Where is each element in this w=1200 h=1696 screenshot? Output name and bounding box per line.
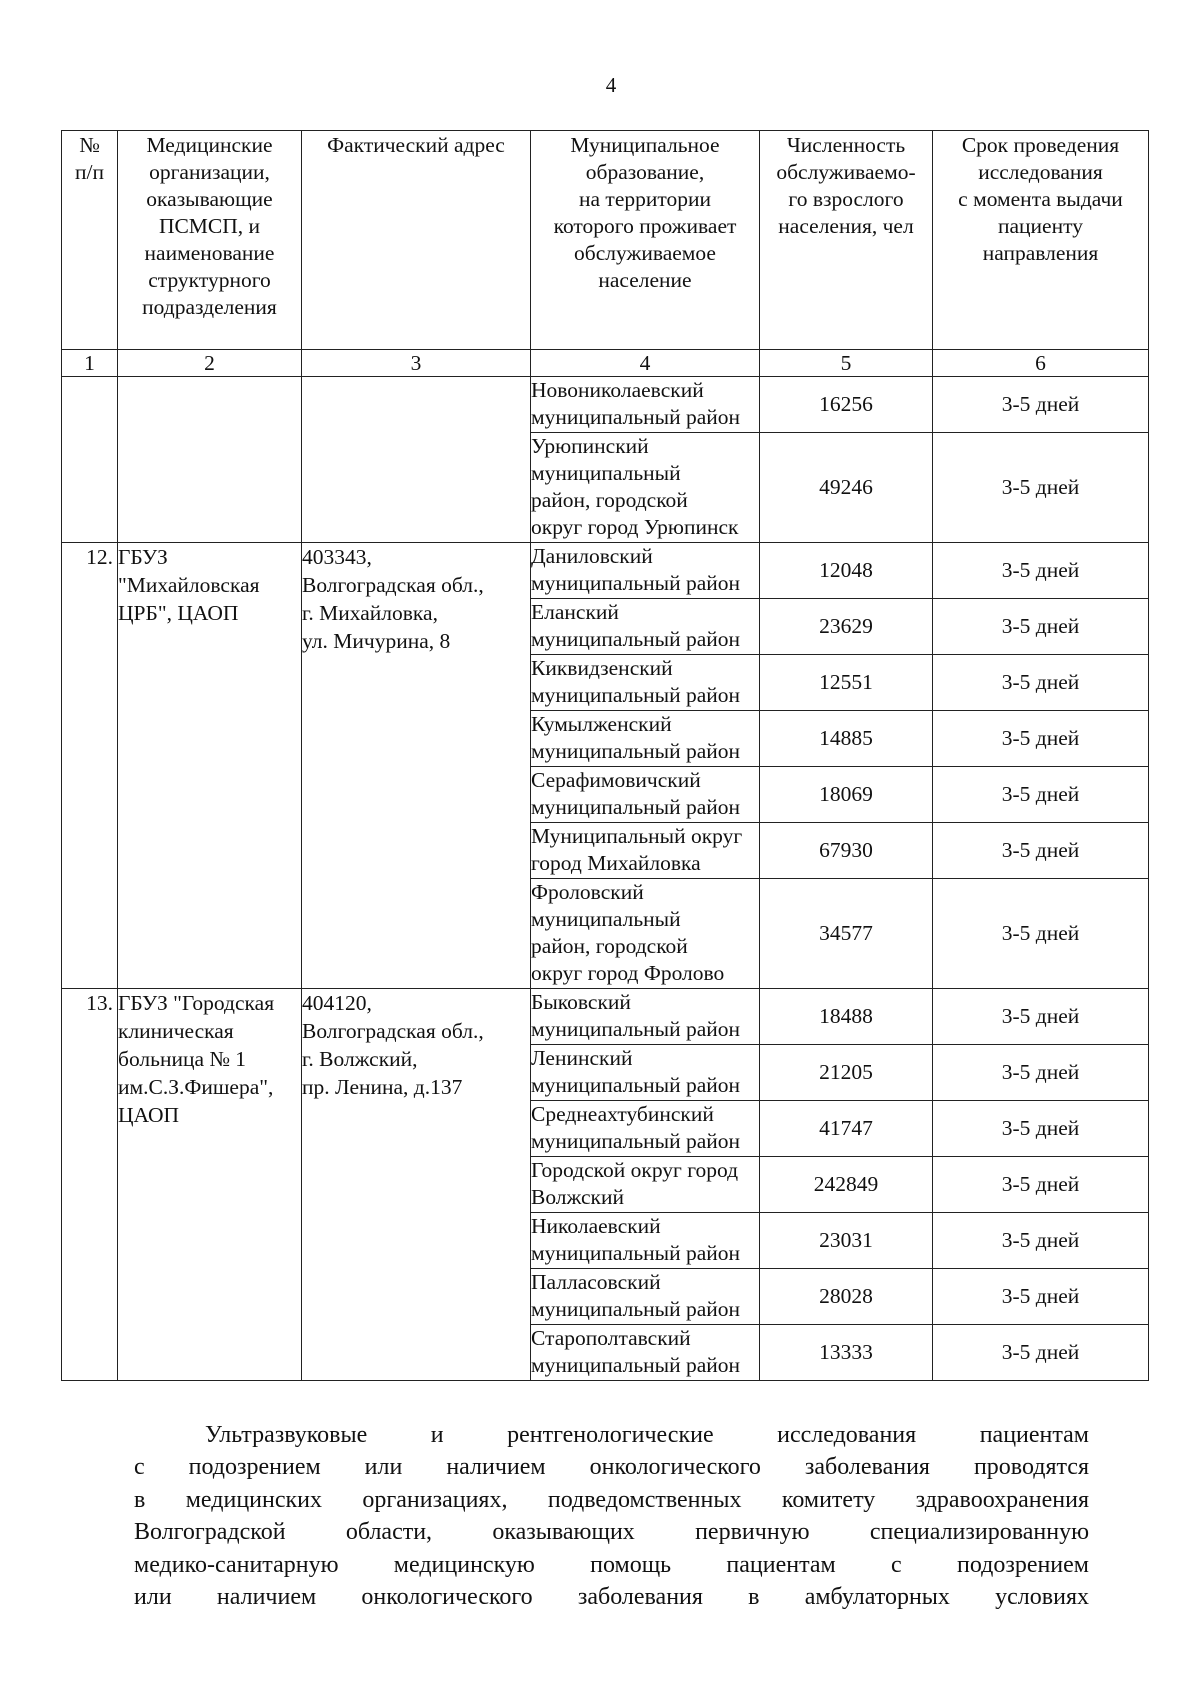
municipality-cell: Николаевский муниципальный район xyxy=(531,1213,760,1269)
population-cell: 23629 xyxy=(760,599,933,655)
column-number: 2 xyxy=(118,350,302,377)
header-population: Численность обслуживаемо- го взрослого населения, чел xyxy=(760,131,933,350)
table-row xyxy=(62,989,1149,1045)
paragraph-line: медико-санитарную медицинскую помощь пациентам с подозрением xyxy=(134,1551,1089,1578)
term-cell: 3-5 дней xyxy=(933,767,1149,823)
municipality-cell: Киквидзенский муниципальный район xyxy=(531,655,760,711)
body-paragraph xyxy=(134,1419,1089,1613)
term-cell: 3-5 дней xyxy=(933,599,1149,655)
municipality-cell: Фроловский муниципальный район, городской округ город Фролово xyxy=(531,879,760,989)
term-cell: 3-5 дней xyxy=(933,543,1149,599)
population-cell: 34577 xyxy=(760,879,933,989)
term-cell: 3-5 дней xyxy=(933,1157,1149,1213)
table-body xyxy=(62,377,1149,1381)
population-cell: 49246 xyxy=(760,433,933,543)
population-cell: 18069 xyxy=(760,767,933,823)
population-cell: 21205 xyxy=(760,1045,933,1101)
column-number-row xyxy=(62,350,1149,377)
organization-name: ГБУЗ "Михайловская ЦРБ", ЦАОП xyxy=(118,543,302,989)
paragraph-line: Волгоградской области, оказывающих первичную специализированную xyxy=(134,1519,1089,1546)
term-cell: 3-5 дней xyxy=(933,1045,1149,1101)
term-cell: 3-5 дней xyxy=(933,377,1149,433)
population-cell: 14885 xyxy=(760,711,933,767)
organization-address: 404120, Волгоградская обл., г. Волжский, пр. Ленина, д.137 xyxy=(302,989,531,1381)
table-row xyxy=(62,543,1149,599)
population-cell: 18488 xyxy=(760,989,933,1045)
row-index: 13. xyxy=(62,989,118,1381)
term-cell: 3-5 дней xyxy=(933,823,1149,879)
municipality-cell: Быковский муниципальный район xyxy=(531,989,760,1045)
paragraph-line: Ультразвуковые и рентгенологические исследования пациентам xyxy=(205,1422,1089,1448)
column-number: 6 xyxy=(933,350,1149,377)
term-cell: 3-5 дней xyxy=(933,655,1149,711)
population-cell: 12048 xyxy=(760,543,933,599)
municipality-cell: Ленинский муниципальный район xyxy=(531,1045,760,1101)
organization-address xyxy=(302,377,531,543)
header-organization: Медицинские организации, оказывающие ПСМСП, и наименование структурного подразделения xyxy=(118,131,302,350)
column-number: 1 xyxy=(62,350,118,377)
page-number: 4 xyxy=(605,73,617,97)
column-number: 5 xyxy=(760,350,933,377)
population-cell: 67930 xyxy=(760,823,933,879)
term-cell: 3-5 дней xyxy=(933,989,1149,1045)
column-number: 4 xyxy=(531,350,760,377)
header-term: Срок проведения исследования с момента выдачи пациенту направления xyxy=(933,131,1149,350)
municipality-cell: Урюпинский муниципальный район, городской округ город Урюпинск xyxy=(531,433,760,543)
municipality-cell: Среднеахтубинский муниципальный район xyxy=(531,1101,760,1157)
paragraph-line: или наличием онкологического заболевания в амбулаторных условиях xyxy=(134,1584,1089,1611)
header-index: № п/п xyxy=(62,131,118,350)
term-cell: 3-5 дней xyxy=(933,711,1149,767)
municipality-cell: Старополтавский муниципальный район xyxy=(531,1325,760,1381)
population-cell: 242849 xyxy=(760,1157,933,1213)
table-row xyxy=(62,377,1149,433)
row-index: 12. xyxy=(62,543,118,989)
population-cell: 41747 xyxy=(760,1101,933,1157)
organization-address: 403343, Волгоградская обл., г. Михайловка, ул. Мичурина, 8 xyxy=(302,543,531,989)
municipality-cell: Даниловский муниципальный район xyxy=(531,543,760,599)
municipality-cell: Еланский муниципальный район xyxy=(531,599,760,655)
municipality-cell: Палласовский муниципальный район xyxy=(531,1269,760,1325)
row-index xyxy=(62,377,118,543)
municipality-cell: Серафимовичский муниципальный район xyxy=(531,767,760,823)
term-cell: 3-5 дней xyxy=(933,1325,1149,1381)
medical-organizations-table xyxy=(61,130,1149,1381)
municipality-cell: Муниципальный округ город Михайловка xyxy=(531,823,760,879)
term-cell: 3-5 дней xyxy=(933,1213,1149,1269)
municipality-cell: Городской округ город Волжский xyxy=(531,1157,760,1213)
municipality-cell: Новониколаевский муниципальный район xyxy=(531,377,760,433)
paragraph-line: с подозрением или наличием онкологического заболевания проводятся xyxy=(134,1454,1089,1481)
organization-name xyxy=(118,377,302,543)
term-cell: 3-5 дней xyxy=(933,1269,1149,1325)
term-cell: 3-5 дней xyxy=(933,1101,1149,1157)
population-cell: 28028 xyxy=(760,1269,933,1325)
column-number: 3 xyxy=(302,350,531,377)
population-cell: 23031 xyxy=(760,1213,933,1269)
municipality-cell: Кумылженский муниципальный район xyxy=(531,711,760,767)
header-municipality: Муниципальное образование, на территории которого проживает обслуживаемое население xyxy=(531,131,760,350)
term-cell: 3-5 дней xyxy=(933,433,1149,543)
population-cell: 13333 xyxy=(760,1325,933,1381)
organization-name: ГБУЗ "Городская клиническая больница № 1 им.С.З.Фишера", ЦАОП xyxy=(118,989,302,1381)
header-address: Фактический адрес xyxy=(302,131,531,350)
term-cell: 3-5 дней xyxy=(933,879,1149,989)
population-cell: 12551 xyxy=(760,655,933,711)
population-cell: 16256 xyxy=(760,377,933,433)
table-header-row xyxy=(62,131,1149,350)
paragraph-line: в медицинских организациях, подведомственных комитету здравоохранения xyxy=(134,1486,1089,1513)
